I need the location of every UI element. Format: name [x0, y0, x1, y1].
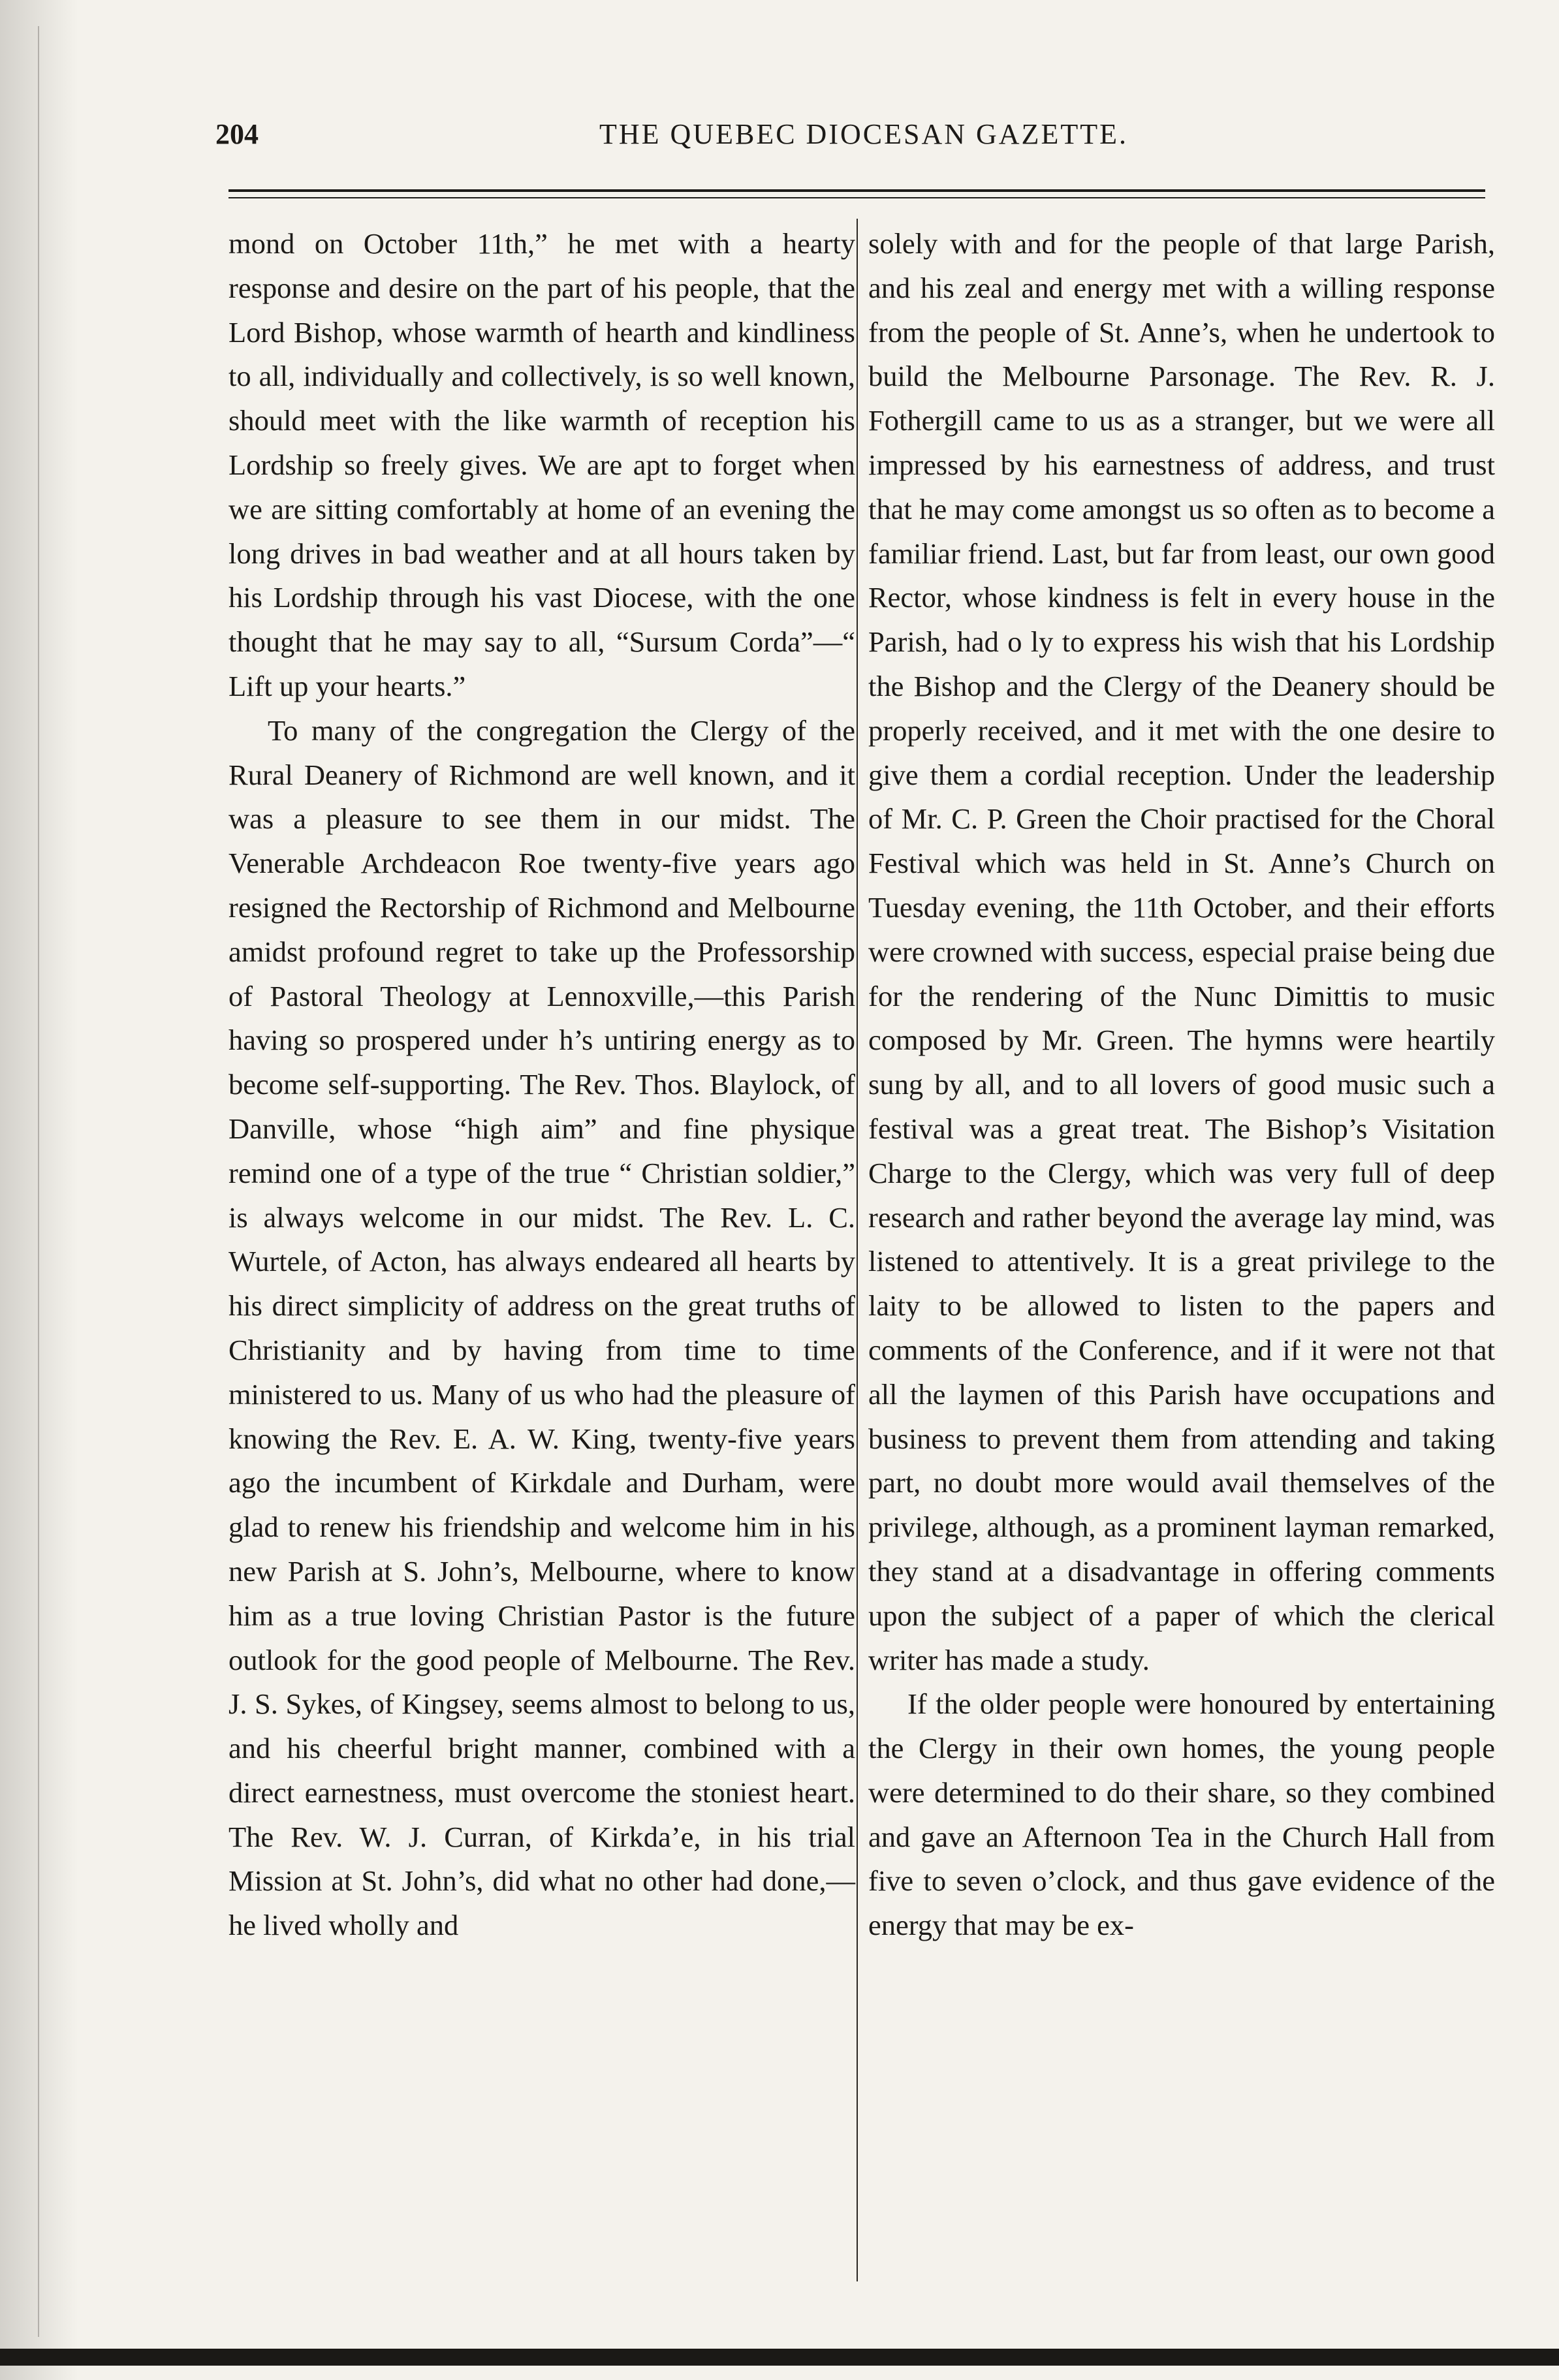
left-paragraph-2: To many of the congregation the Clergy of the Rural Deanery of Richmond are well known, and it was a pleasure to see them in our midst. The Venerable Archdeacon Roe twenty-five years ago resigned the Rectorship of Richmond and Melbourne amidst profound regret to take up the Professorship of Pastoral Theology at Lennoxville,—this Parish having so prospered under h’s untiring energy as to become self-supporting. The Rev. Thos. Blaylock, of Danville, whose “high aim” and fine physique remind one of a type of the true “ Christian soldier,” is always welcome in our midst. The Rev. L. C. Wurtele, of Acton, has always endeared all hearts by his direct simplicity of address on the great truths of Christianity and by having from time to time ministered to us. Many of us who had the pleasure of knowing the Rev. E. A. W. King, twenty-five years ago the incumbent of Kirkdale and Durham, were glad to renew his friendship and welcome him in his new Parish at S. John’s, Melbourne, where to know him as a true loving Christian Pastor is the future outlook for the good people of Melbourne. The Rev. J. S. Sykes, of Kingsey, seems almost to belong to us, and his cheerful bright manner, combined with a direct earnestness, must overcome the stoniest heart. The Rev. W. J. Curran, of Kirkda’e, in his trial Mission at St. John’s, did what no other had done,—he lived wholly and [228, 713, 855, 1942]
page-number: 204 [215, 118, 259, 150]
right-paragraph-2: If the older people were honoured by entertaining the Clergy in their own homes, the young people were determined to do their share, so they combined and gave an Afternoon Tea in the Church Hall from five to seven o’clock, and thus gave evidence of the energy that may be ex- [868, 1687, 1495, 1942]
header-rule-thin [228, 197, 1485, 198]
right-paragraph-1: solely with and for the people of that large Parish, and his zeal and energy met with a willing response from the people of St. Anne’s, when he undertook to build the Melbourne Parsonage. The Rev. R. J. Fothergill came to us as a stranger, but we were all impressed by his earnestness of address, and trust that he may come amongst us so often as to become a familiar friend. Last, but far from least, our own good Rector, whose kindness is felt in every house in the Parish, had o ly to express his wish that his Lordship the Bishop and the Clergy of the Deanery should be properly received, and it met with the one desire to give them a cordial reception. Under the leadership of Mr. C. P. Green the Choir practised for the Choral Festival which was held in St. Anne’s Church on Tuesday evening, the 11th October, and their efforts were crowned with success, especial praise being due for the rendering of the Nunc Dimittis to music composed by Mr. Green. The hymns were heartily sung by all, and to all lovers of good music such a festival was a great treat. The Bishop’s Visitation Charge to the Clergy, which was very full of deep research and rather beyond the average lay mind, was listened to attentively. It is a great privilege to the laity to be allowed to listen to the papers and comments of the Conference, and if it were not that all the laymen of this Parish have occupations and business to prevent them from attending and taking part, no doubt more would avail themselves of the privilege, although, as a prominent layman remarked, they stand at a disadvantage in offering comments upon the subject of a paper of which the clerical writer has made a study. [868, 227, 1495, 1676]
scan-edge-shadow [0, 0, 78, 2380]
page-header [215, 117, 1475, 176]
header-rule-thick [228, 189, 1485, 192]
left-column [228, 222, 855, 1948]
gazette-title: THE QUEBEC DIOCESAN GAZETTE. [599, 118, 1128, 150]
binding-edge-line [38, 26, 39, 2337]
left-paragraph-1: mond on October 11th,” he met with a hearty response and desire on the part of his people, that the Lord Bishop, whose warmth of hearth and kindliness to all, individually and collectively, is so well known, should meet with the like warmth of reception his Lordship so freely gives. We are apt to forget when we are sitting comfortably at home of an evening the long drives in bad weather and at all hours taken by his Lordship through his vast Diocese, with the one thought that he may say to all, “Sursum Corda”—“ Lift up your hearts.” [228, 227, 855, 702]
column-divider [857, 219, 858, 2281]
right-column [868, 222, 1495, 1948]
scan-bottom-bar [0, 2349, 1559, 2366]
